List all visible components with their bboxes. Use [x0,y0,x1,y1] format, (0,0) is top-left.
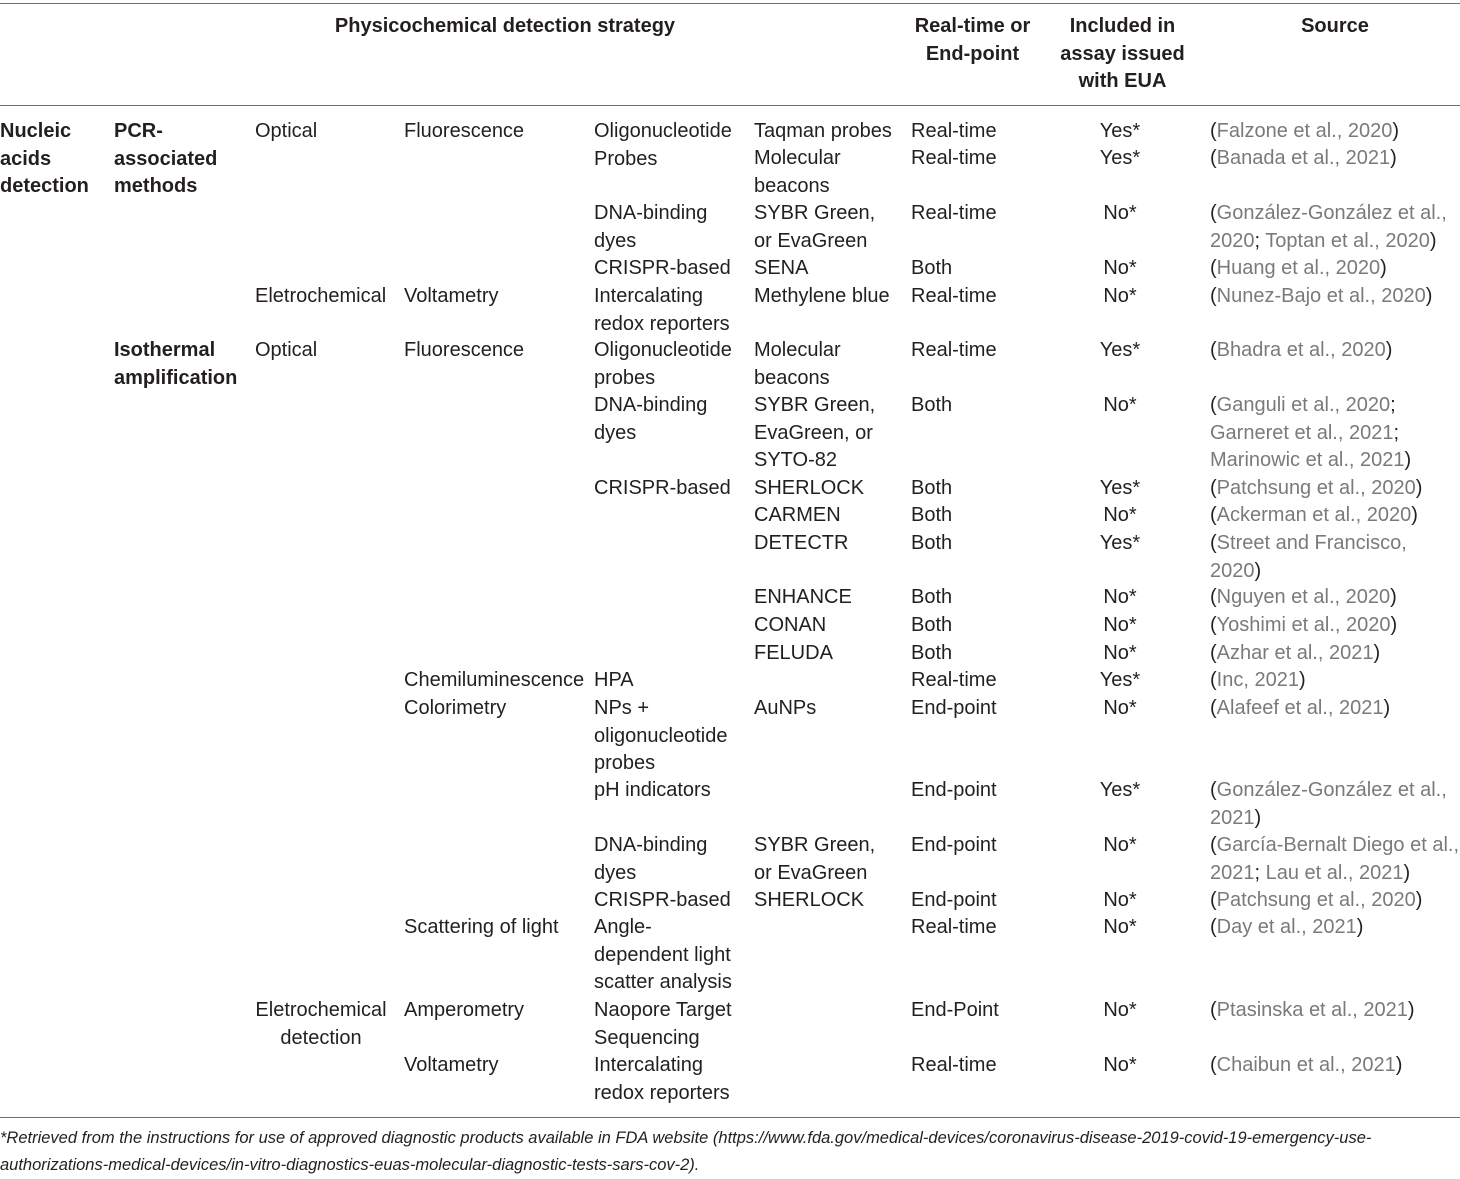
cell-eua: Yes* [1099,147,1141,169]
cell-reporter: SENA [754,257,809,279]
cell-eua: Yes* [1099,669,1141,691]
citation-link[interactable]: Garneret et al., 2021 [1210,421,1394,444]
citation-link[interactable]: Patchsung et al., 2020 [1216,477,1416,499]
cell-reporter: DETECTR [754,532,849,554]
cell-reporter: Taqman probes [754,120,892,142]
citation-link[interactable]: Falzone et al., 2020 [1216,120,1393,142]
citation-link[interactable]: Inc, 2021 [1216,669,1299,691]
cell-eua: No* [1103,642,1137,664]
cell-source: (Banada et al., 2021) [1210,147,1397,169]
cell-reporter: FELUDA [754,642,833,664]
citation-link[interactable]: Alafeef et al., 2021 [1216,697,1384,719]
cell-eua: No* [1103,257,1137,279]
cell-source: (Chaibun et al., 2021) [1210,1054,1403,1076]
citation-link[interactable]: Bhadra et al., 2020 [1216,339,1386,361]
citation-link[interactable]: Marinowic et al., 2021 [1210,449,1405,471]
cell-eua: Yes* [1099,477,1141,499]
citation-link[interactable]: Ganguli et al., 2020 [1216,394,1391,416]
cell-probe: CRISPR-based [594,257,731,279]
cell-timing: Real-time [911,339,997,361]
cell-reporter: Methylene blue [754,285,890,307]
citation-link[interactable]: García-Bernalt Diego et al., [1216,834,1460,856]
cell-probe: DNA-binding dyes [594,202,708,252]
citation-link[interactable]: González-González et al., [1216,202,1447,224]
cell-source: (Bhadra et al., 2020) [1210,339,1393,361]
cell-eua: No* [1103,999,1137,1021]
cell-timing: Both [911,394,953,416]
citation-link[interactable]: Yoshimi et al., 2020 [1216,614,1391,636]
cell-probe: CRISPR-based [594,477,731,499]
citation-link[interactable]: Banada et al., 2021 [1216,147,1391,169]
citation-link[interactable]: 2020 [1210,229,1255,252]
technique-amperometry: Amperometry [404,999,525,1021]
cell-source: (Yoshimi et al., 2020) [1210,614,1398,636]
cell-timing: End-point [911,779,997,801]
citation-link[interactable]: Azhar et al., 2021 [1216,642,1374,664]
cell-timing: Both [911,504,953,526]
cell-timing: Real-time [911,669,997,691]
cell-source: (Patchsung et al., 2020) [1210,889,1423,911]
cell-timing: Real-time [911,202,997,224]
header-source: Source [1301,15,1369,37]
group-isothermal-amplification: Isothermal amplification [114,339,238,389]
header-included-eua: Included in assay issued with EUA [1060,15,1185,92]
cell-reporter: CARMEN [754,504,841,526]
cell-timing: End-point [911,834,997,856]
technique-colorimetry: Colorimetry [404,697,507,719]
citation-link[interactable]: 2021 [1210,806,1255,829]
cell-timing: Both [911,532,953,554]
table-footnote: *Retrieved from the instructions for use of approved diagnostic products available in FDA website (https://www.fda.gov/medical-devices/coronavirus-disease-2019-covid-19-emergency-use-authorizations-medical-devices/in-vitro-diagnostics-euas-molecular-diagnostic-tests-sars-cov-2). [0,1129,1372,1174]
cell-probe: HPA [594,669,634,691]
cell-reporter: CONAN [754,614,827,636]
citation-link[interactable]: Lau et al., 2021 [1265,861,1404,884]
header-rule [0,105,1460,106]
cell-eua: No* [1103,202,1137,224]
cell-eua: Yes* [1099,339,1141,361]
cell-eua: No* [1103,394,1137,416]
cell-timing: End-point [911,889,997,911]
citation-link[interactable]: González-González et al., [1216,779,1447,801]
cell-reporter: SYBR Green, or EvaGreen [754,834,876,884]
cell-reporter: SHERLOCK [754,889,865,911]
technique-voltametry-isothermal: Voltametry [404,1054,499,1076]
cell-probe: pH indicators [594,779,711,801]
citation-link[interactable]: Day et al., 2021 [1216,916,1357,938]
signal-optical-isothermal: Optical [255,339,318,361]
signal-electrochemical-pcr: Eletrochemical [255,285,387,307]
cell-probe: Intercalating redox reporters [594,1054,730,1104]
cell-timing: Both [911,642,953,664]
cell-eua: No* [1103,889,1137,911]
citation-link[interactable]: Chaibun et al., 2021 [1216,1054,1396,1076]
cell-probe: DNA-binding dyes [594,394,708,444]
cell-reporter: SYBR Green, EvaGreen, or SYTO-82 [754,394,876,471]
cell-probe: Angle- dependent light scatter analysis [594,916,732,993]
cell-eua: No* [1103,1054,1137,1076]
cell-eua: No* [1103,504,1137,526]
citation-link[interactable]: Nguyen et al., 2020 [1216,586,1391,608]
cell-timing: Both [911,586,953,608]
cell-probe: NPs + oligonucleotide probes [594,697,728,774]
technique-fluorescence-isothermal: Fluorescence [404,339,525,361]
cell-source: (Ackerman et al., 2020) [1210,504,1418,526]
group-nucleic-acids-detection: Nucleic acids detection [0,120,89,197]
cell-eua: Yes* [1099,120,1141,142]
cell-eua: No* [1103,614,1137,636]
cell-source: (Nguyen et al., 2020) [1210,586,1397,608]
cell-source: (Alafeef et al., 2021) [1210,697,1391,719]
bottom-rule [0,1117,1460,1118]
cell-source: (García-Bernalt Diego et al., 2021; Lau et al., 2021) [1210,834,1460,884]
cell-timing: Both [911,257,953,279]
header-strategy: Physicochemical detection strategy [334,15,676,37]
cell-probe: DNA-binding dyes [594,834,708,884]
cell-eua: Yes* [1099,779,1141,801]
cell-reporter: ENHANCE [754,586,852,608]
citation-link[interactable]: Ackerman et al., 2020 [1216,504,1412,526]
cell-source: (Street and Francisco, 2020) [1210,532,1407,582]
header-realtime-or-endpoint: Real-time or End-point [914,15,1031,65]
cell-source: (González-González et al., 2021) [1210,779,1447,829]
cell-source: (Falzone et al., 2020) [1210,120,1400,142]
cell-timing: End-Point [911,999,999,1021]
cell-source: (Inc, 2021) [1210,669,1306,691]
cell-source: (Patchsung et al., 2020) [1210,477,1423,499]
cell-probe: Oligonucleotide probes [594,339,732,389]
cell-source: (Nunez-Bajo et al., 2020) [1210,285,1433,307]
signal-electrochemical-isothermal: Eletrochemical detection [255,999,387,1049]
cell-eua: No* [1103,697,1137,719]
cell-timing: Real-time [911,120,997,142]
cell-eua: No* [1103,916,1137,938]
cell-timing: Real-time [911,147,997,169]
technique-voltametry-pcr: Voltametry [404,285,499,307]
technique-scattering-of-light: Scattering of light [404,916,559,938]
cell-source: (Ganguli et al., 2020; Garneret et al., 2021; Marinowic et al., 2021) [1210,394,1412,471]
cell-timing: Both [911,614,953,636]
group-pcr-associated-methods: PCR- associated methods [114,120,218,197]
cell-source: (González-González et al., 2020; Toptan et al., 2020) [1210,202,1447,252]
cell-reporter: SYBR Green, or EvaGreen [754,202,876,252]
citation-link[interactable]: Nunez-Bajo et al., 2020 [1216,285,1426,307]
cell-timing: Real-time [911,916,997,938]
cell-probe: Intercalating redox reporters [594,285,730,335]
cell-source: (Ptasinska et al., 2021) [1210,999,1415,1021]
cell-eua: No* [1103,586,1137,608]
citation-link[interactable]: Toptan et al., 2020 [1265,229,1430,252]
cell-reporter: Molecular beacons [754,339,841,389]
citation-link[interactable]: Patchsung et al., 2020 [1216,889,1416,911]
technique-chemiluminescence: Chemiluminescence [404,669,585,691]
cell-timing: Both [911,477,953,499]
cell-source: (Huang et al., 2020) [1210,257,1387,279]
citation-link[interactable]: Ptasinska et al., 2021 [1216,999,1408,1021]
citation-link[interactable]: Street and Francisco, [1216,532,1407,554]
cell-timing: Real-time [911,285,997,307]
cell-timing: Real-time [911,1054,997,1076]
cell-probe: CRISPR-based [594,889,731,911]
cell-reporter: Molecular beacons [754,147,841,197]
cell-probe: Naopore Target Sequencing [594,999,732,1049]
citation-link[interactable]: Huang et al., 2020 [1216,257,1381,279]
cell-reporter: SHERLOCK [754,477,865,499]
cell-source: (Day et al., 2021) [1210,916,1364,938]
cell-probe: Oligonucleotide Probes [594,120,732,170]
cell-reporter: AuNPs [754,697,817,719]
technique-fluorescence-pcr: Fluorescence [404,120,525,142]
citation-link[interactable]: 2020 [1210,559,1255,582]
signal-optical-pcr: Optical [255,120,318,142]
cell-eua: No* [1103,285,1137,307]
cell-timing: End-point [911,697,997,719]
cell-eua: No* [1103,834,1137,856]
cell-eua: Yes* [1099,532,1141,554]
citation-link[interactable]: 2021 [1210,861,1255,884]
top-rule [0,3,1460,4]
cell-source: (Azhar et al., 2021) [1210,642,1381,664]
